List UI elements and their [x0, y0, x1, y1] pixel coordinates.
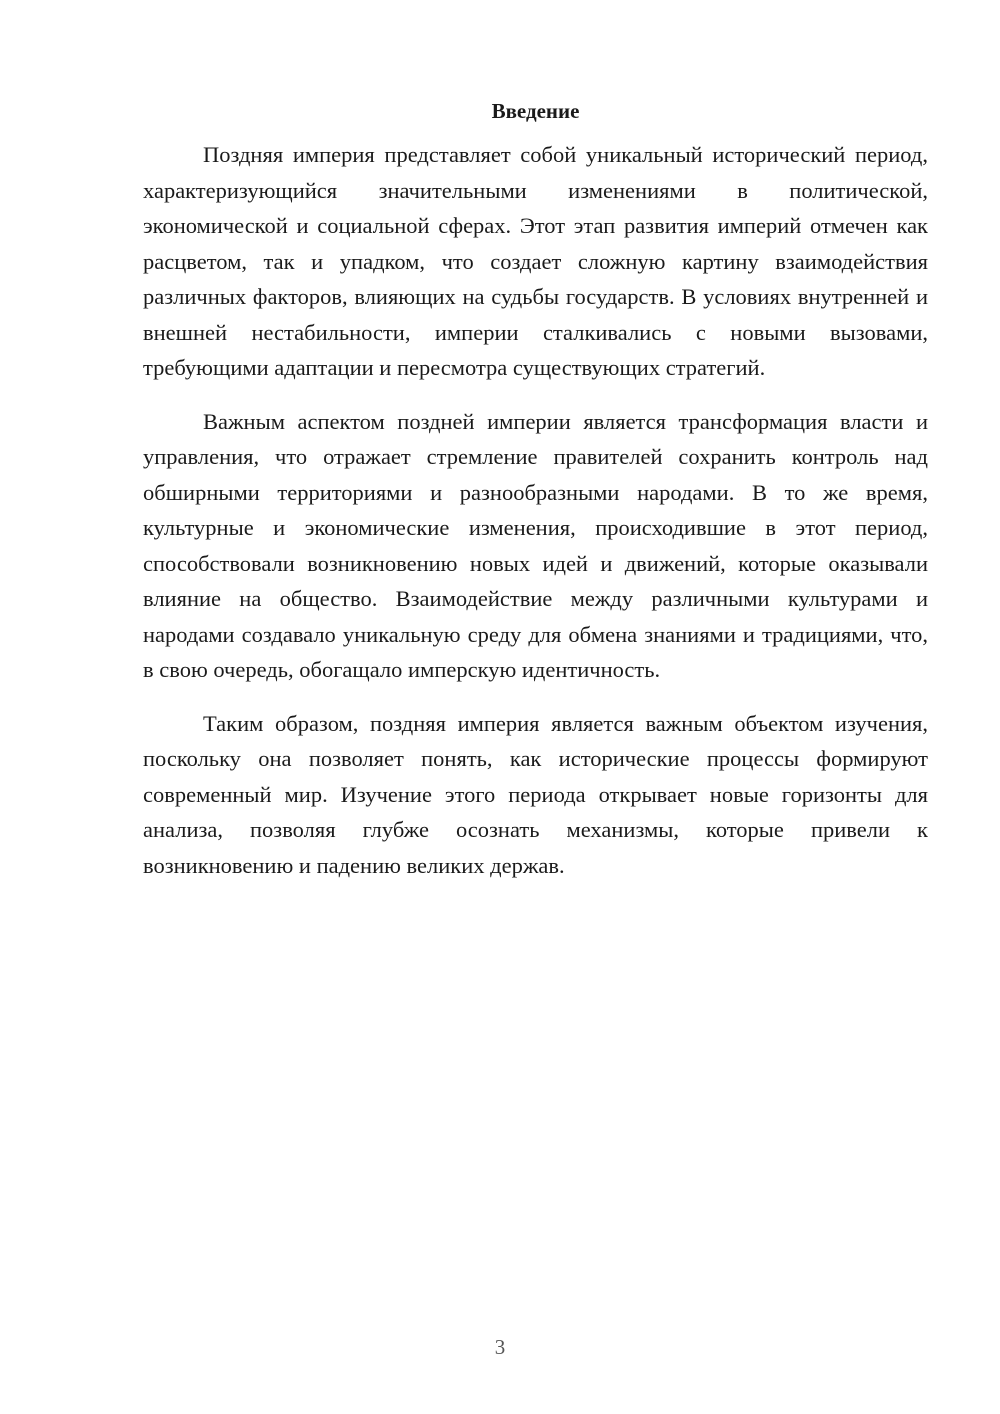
paragraph-2: Важным аспектом поздней империи является трансформация власти и управления, что отражает стремление правителей сохранить контроль над обширными территориями и разнообразными народами. В то же время, культурные и экономические изменения, происходившие в этот период, способствовали возникновению новых идей и движений, которые оказывали влияние на общество. Взаимодействие между различными культурами и народами создавало уникальную среду для обмена знаниями и традициями, что, в свою очередь, обогащало имперскую идентичность. [143, 408, 928, 682]
paragraph-1: Поздняя империя представляет собой уникальный исторический период, характеризующийся значительными изменениями в политической, экономической и социальной сферах. Этот этап развития империй отмечен как расцветом, так и упадком, что создает сложную картину взаимодействия различных факторов, влияющих на судьбы государств. В условиях внутренней и внешней нестабильности, империи сталкивались с новыми вызовами, требующими адаптации и пересмотра существующих стратегий. [143, 142, 928, 380]
section-title: Введение [491, 99, 580, 123]
page-number: 3 [494, 1335, 506, 1359]
page-content [143, 95, 928, 901]
paragraph-3: Таким образом, поздняя империя является важным объектом изучения, поскольку она позволяет понять, как исторические процессы формируют современный мир. Изучение этого периода открывает новые горизонты для анализа, позволяя глубже осознать механизмы, которые привели к возникновению и падению великих держав. [143, 710, 928, 878]
